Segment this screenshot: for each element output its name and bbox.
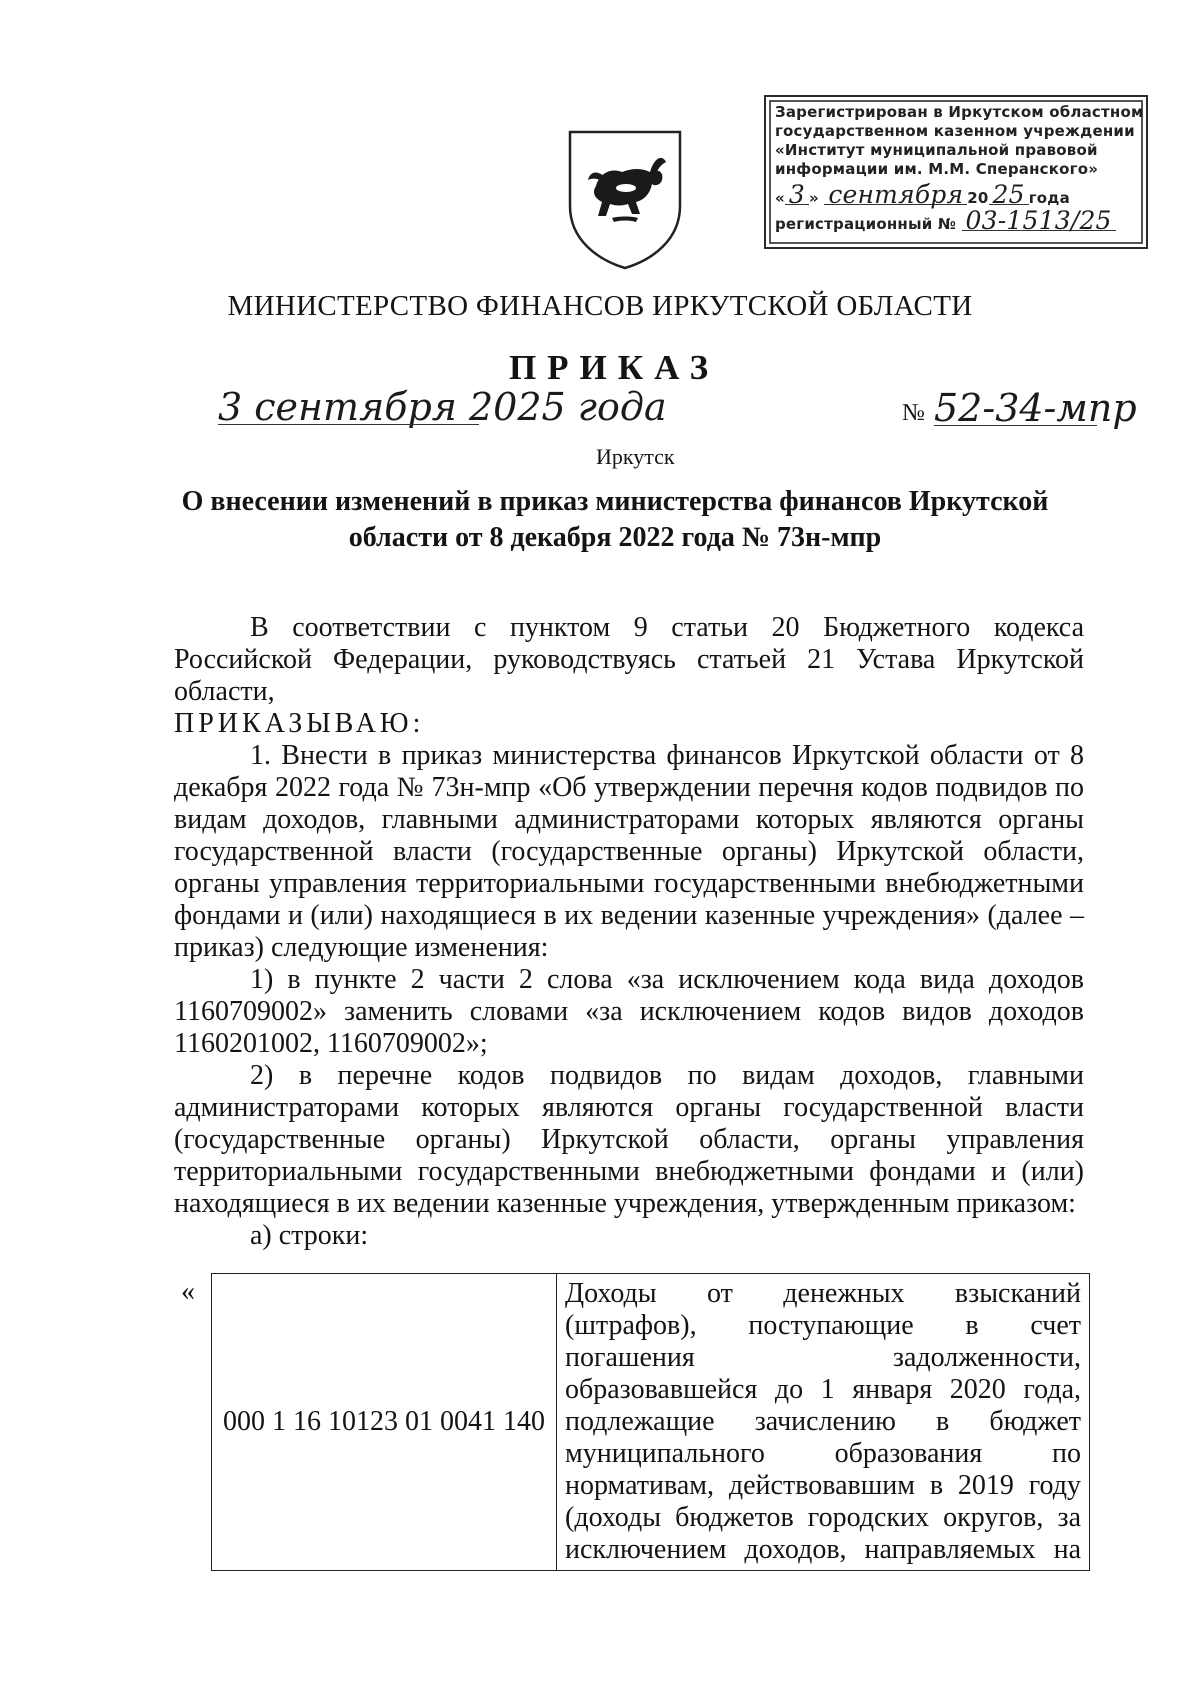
stamp-date-month: сентября [824, 185, 967, 205]
handwritten-date [218, 385, 667, 429]
page-bottom-margin [0, 1597, 1200, 1697]
stamp-reg-row [775, 206, 1116, 235]
handwritten-number-text: 52-34-мпр [934, 386, 1137, 430]
description-line: погашения задолженности, [565, 1342, 1081, 1373]
document-title: ПРИКАЗ [508, 348, 720, 387]
stamp-line: государственном казенном учреждении [775, 122, 1135, 140]
description-line: нормативам, действовавшим в 2019 году [565, 1470, 1081, 1501]
table-row [212, 1274, 1090, 1571]
stamp-year-prefix: 20 [967, 189, 989, 207]
item-1-paragraph: 1. Внести в приказ министерства финансов Иркутской области от 8 декабря 2022 года № 73н-мпр «Об утверждении перечня кодов подвидов по видам доходов, главными администраторами которых являются органы государственной власти (государственные органы) Иркутской области, органы управления территориальными государственными внебюджетными фондами и (или) находящиеся в их ведении казенные учреждения» (далее – приказ) следующие изменения: [174, 740, 1084, 963]
description-line: исключением доходов, направляемых на [565, 1534, 1081, 1565]
description-line: Доходы от денежных взысканий [565, 1278, 1081, 1309]
preamble-paragraph: В соответствии с пунктом 9 статьи 20 Бюджетного кодекса Российской Федерации, руководствуясь статьей 21 Устава Иркутской области, [174, 612, 1084, 707]
table-open-quote: « [181, 1276, 195, 1307]
order-word: ПРИКАЗЫВАЮ: [174, 708, 425, 739]
description-line: образовавшейся до 1 января 2020 года, [565, 1374, 1081, 1405]
document-body [174, 612, 1084, 1252]
stamp-line: «Институт муниципальной правовой [775, 141, 1098, 159]
subitem-1-paragraph: 1) в пункте 2 части 2 слова «за исключением кода вида доходов 1160709002» заменить словами «за исключением кодов видов доходов 1160201002, 1160709002»; [174, 964, 1084, 1059]
stamp-line: информации им. М.М. Сперанского» [775, 160, 1099, 178]
stamp-date-day: 3 [785, 185, 809, 205]
ministry-name: МИНИСТЕРСТВО ФИНАНСОВ ИРКУТСКОЙ ОБЛАСТИ [227, 290, 973, 322]
subitem-2a-paragraph: а) строки: [250, 1220, 369, 1251]
stamp-year-word: года [1028, 189, 1070, 207]
number-underline [934, 425, 1097, 426]
description-line: муниципального образования по [565, 1438, 1081, 1469]
subitem-2-paragraph: 2) в перечне кодов подвидов по видам доходов, главными администраторами которых являются органы государственной власти (государственные органы) Иркутской области, органы управления территориальными государственными внебюджетными фондами и (или) находящиеся в их ведении казенные учреждения, утвержденным приказом: [174, 1060, 1084, 1219]
income-description-cell [557, 1274, 1090, 1571]
stamp-date-row: « 3 » сентября 20 25 года [775, 180, 1070, 209]
stamp-reg-number: 03-1513/25 [962, 211, 1116, 231]
stamp-reg-label: регистрационный № [775, 215, 957, 233]
date-underline [218, 424, 479, 425]
number-sign: № [902, 400, 925, 426]
order-subject [150, 484, 1080, 556]
coat-of-arms-emblem [566, 128, 684, 270]
stamp-year-suffix: 25 [989, 185, 1029, 205]
registration-stamp [764, 95, 1148, 249]
handwritten-date-text: 3 сентября 2025 года [218, 385, 667, 429]
subject-line: О внесении изменений в приказ министерства финансов Иркутской [181, 486, 1049, 517]
stamp-line: Зарегистрирован в Иркутском областном [775, 103, 1144, 121]
income-code-cell: 000 1 16 10123 01 0041 140 [212, 1274, 557, 1571]
income-codes-table [211, 1273, 1090, 1571]
subject-line: области от 8 декабря 2022 года № 73н-мпр [348, 522, 882, 553]
city-name: Иркутск [596, 444, 675, 469]
description-line: подлежащие зачислению в бюджет [565, 1406, 1081, 1437]
description-line: (штрафов), поступающие в счет [565, 1310, 1081, 1341]
handwritten-order-number [934, 386, 1137, 430]
description-line: (доходы бюджетов городских округов, за [565, 1502, 1081, 1533]
